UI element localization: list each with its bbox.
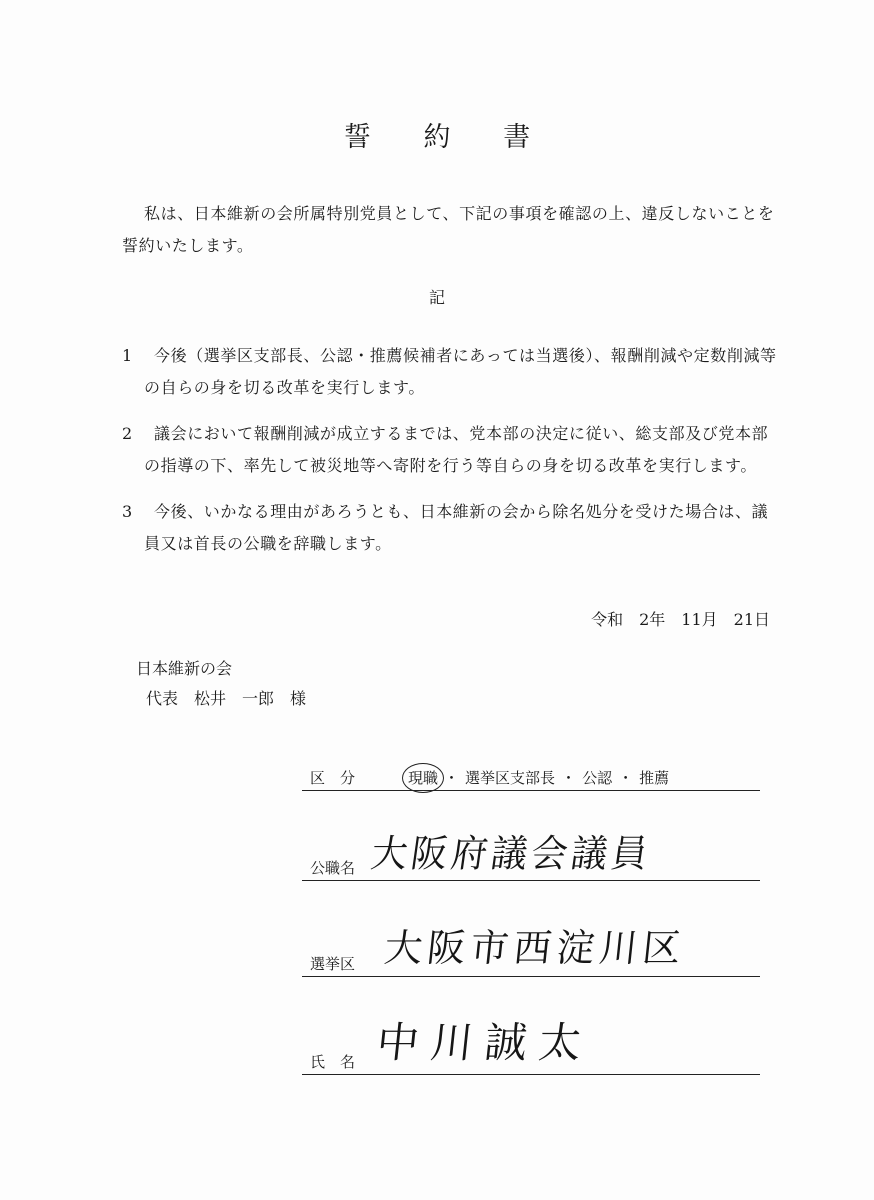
pledge-item-1 bbox=[122, 340, 782, 404]
intro-paragraph: 私は、日本維新の会所属特別党員として、下記の事項を確認の上、違反しないことを誓約いたします。 bbox=[122, 204, 775, 255]
kubun-option-selected: 現職 bbox=[408, 769, 439, 787]
pledge-item-3 bbox=[122, 496, 782, 560]
form-row-koshoku bbox=[302, 826, 760, 881]
recipient-org: 日本維新の会 bbox=[136, 659, 233, 678]
item-text: 議会において報酬削減が成立するまでは、党本部の決定に従い、総支部及び党本部の指導の下、率先して被災地等へ寄附を行う等自らの身を切る改革を実行します。 bbox=[144, 424, 769, 475]
koshoku-handwritten-value: 大阪府議会議員 bbox=[368, 832, 655, 876]
shimei-label: 氏 名 bbox=[310, 1053, 356, 1071]
document-date: 令和 2年 11月 21日 bbox=[591, 610, 770, 629]
kubun-option: 公認 bbox=[582, 769, 613, 787]
senkyoku-handwritten-value: 大阪市西淀川区 bbox=[382, 926, 688, 970]
kubun-option: 選挙区支部長 bbox=[465, 769, 556, 787]
pledge-item-2 bbox=[122, 418, 782, 482]
recipient-name: 代表 松井 一郎 様 bbox=[146, 689, 307, 708]
item-number: 2 bbox=[122, 424, 133, 443]
kubun-option: 推薦 bbox=[639, 769, 670, 787]
signature: 中川誠太 bbox=[374, 1018, 596, 1067]
koshoku-label: 公職名 bbox=[310, 859, 356, 877]
form-row-senkyoku bbox=[302, 918, 760, 977]
item-number: 1 bbox=[122, 346, 133, 365]
item-text: 今後、いかなる理由があろうとも、日本維新の会から除名処分を受けた場合は、議員又は首長の公職を辞職します。 bbox=[144, 502, 769, 553]
kubun-options: 現職 ・ 選挙区支部長 ・ 公認 ・ 推薦 bbox=[408, 769, 670, 787]
form-row-shimei bbox=[302, 1008, 760, 1075]
kubun-label: 区 分 bbox=[310, 769, 356, 787]
form-row-kubun bbox=[302, 762, 760, 791]
item-number: 3 bbox=[122, 502, 133, 521]
item-text: 今後（選挙区支部長、公認・推薦候補者にあっては当選後）、報酬削減や定数削減等の自らの身を切る改革を実行します。 bbox=[144, 346, 777, 397]
senkyoku-label: 選挙区 bbox=[310, 955, 356, 973]
ki-heading: 記 bbox=[428, 288, 445, 307]
document-title: 誓 約 書 bbox=[343, 122, 553, 153]
